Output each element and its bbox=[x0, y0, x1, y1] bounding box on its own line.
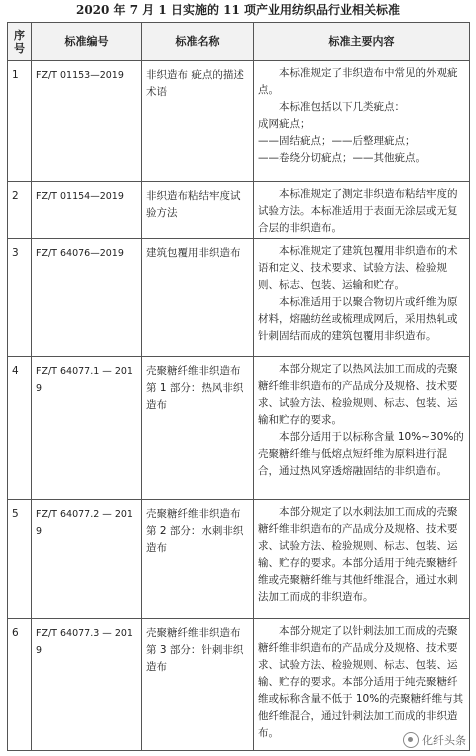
standard-code: FZ/T 64077.3 — 2019 bbox=[32, 619, 142, 751]
row-number: 5 bbox=[8, 500, 32, 619]
standard-code: FZ/T 01153—2019 bbox=[32, 61, 142, 182]
row-number: 6 bbox=[8, 619, 32, 751]
table-row bbox=[8, 182, 470, 239]
row-number: 2 bbox=[8, 182, 32, 239]
header-code: 标准编号 bbox=[32, 23, 142, 61]
content-paragraph: 本部分规定了以针刺法加工而成的壳聚糖纤维非织造布的产品成分及规格、技术要求、试验方法、检验规则、标志、包装、运输、贮存的要求。本部分适用于纯壳聚糖纤维或标称含量不低于 10%的壳聚糖纤维与其他纤维混合，通过针刺法加工而成的非织造布。 bbox=[258, 625, 464, 739]
content-paragraph: 本标准规定了非织造布中常见的外观疵点。 bbox=[258, 67, 458, 96]
content-paragraph: 本部分规定了以热风法加工而成的壳聚糖纤维非织造布的产品成分及规格、技术要求、试验方法、检验规则、标志、包装、运输和贮存的要求。 bbox=[258, 363, 458, 426]
standard-content bbox=[254, 619, 470, 751]
content-paragraph: 本标准包括以下几类疵点： bbox=[279, 101, 405, 113]
watermark-text: 化纤头条 bbox=[422, 734, 466, 747]
content-paragraph: 本标准规定了测定非织造布粘结牢度的试验方法。本标准适用于表面无涂层或无复合层的非织造布。 bbox=[258, 188, 458, 234]
standard-code: FZ/T 64077.1 — 2019 bbox=[32, 357, 142, 500]
standard-name: 壳聚糖纤维非织造布 第 2 部分：水刺非织造布 bbox=[142, 500, 254, 619]
table-row bbox=[8, 500, 470, 619]
content-paragraph: 本标准适用于以聚合物切片或纤维为原材料，熔融纺丝或梳理成网后，采用热轧或针刺固结而成的建筑包覆用非织造布。 bbox=[258, 296, 458, 342]
standard-content bbox=[254, 357, 470, 500]
document-title: 2020 年 7 月 1 日实施的 11 项产业用纺织品行业相关标准 bbox=[75, 3, 401, 17]
standard-content bbox=[254, 239, 470, 357]
standard-name: 壳聚糖纤维非织造布 第 3 部分：针刺非织造布 bbox=[142, 619, 254, 751]
standard-content bbox=[254, 61, 470, 182]
header-name: 标准名称 bbox=[142, 23, 254, 61]
content-paragraph: ——卷绕分切疵点；——其他疵点。 bbox=[258, 152, 426, 164]
standard-code: FZ/T 64077.2 — 2019 bbox=[32, 500, 142, 619]
standard-content bbox=[254, 182, 470, 239]
standards-table bbox=[7, 22, 470, 751]
row-number: 3 bbox=[8, 239, 32, 357]
standard-name: 非织造布粘结牢度试验方法 bbox=[142, 182, 254, 239]
header-content: 标准主要内容 bbox=[254, 23, 470, 61]
standard-name: 非织造布 疵点的描述 术语 bbox=[142, 61, 254, 182]
standard-content bbox=[254, 500, 470, 619]
standard-code: FZ/T 01154—2019 bbox=[32, 182, 142, 239]
wechat-logo-icon bbox=[403, 732, 419, 748]
table-header-row bbox=[8, 23, 470, 61]
standard-code: FZ/T 64076—2019 bbox=[32, 239, 142, 357]
table-row bbox=[8, 357, 470, 500]
content-paragraph: 本标准规定了建筑包覆用非织造布的术语和定义、技术要求、试验方法、检验规则、标志、包装、运输和贮存。 bbox=[258, 245, 458, 291]
standard-name: 建筑包覆用非织造布 bbox=[142, 239, 254, 357]
content-paragraph: 本部分适用于以标称含量 10%~30%的壳聚糖纤维与低熔点短纤维为原料进行混合，通过热风穿透熔融固结的非织造布。 bbox=[258, 431, 464, 477]
table-row bbox=[8, 239, 470, 357]
content-paragraph: 成网疵点； bbox=[258, 118, 311, 130]
table-row bbox=[8, 61, 470, 182]
table-row bbox=[8, 619, 470, 751]
header-index: 序号 bbox=[8, 23, 32, 61]
row-number: 1 bbox=[8, 61, 32, 182]
content-paragraph: ——固结疵点；——后整理疵点； bbox=[258, 135, 416, 147]
watermark bbox=[403, 732, 466, 748]
standard-name: 壳聚糖纤维非织造布第 1 部分：热风非织造布 bbox=[142, 357, 254, 500]
row-number: 4 bbox=[8, 357, 32, 500]
content-paragraph: 本部分规定了以水刺法加工而成的壳聚糖纤维非织造布的产品成分及规格、技术要求、试验方法、检验规则、标志、包装、运输、贮存的要求。本部分适用于纯壳聚糖纤维或壳聚糖纤维与其他纤维混合，通过水刺法加工而成的非织造布。 bbox=[258, 506, 458, 603]
